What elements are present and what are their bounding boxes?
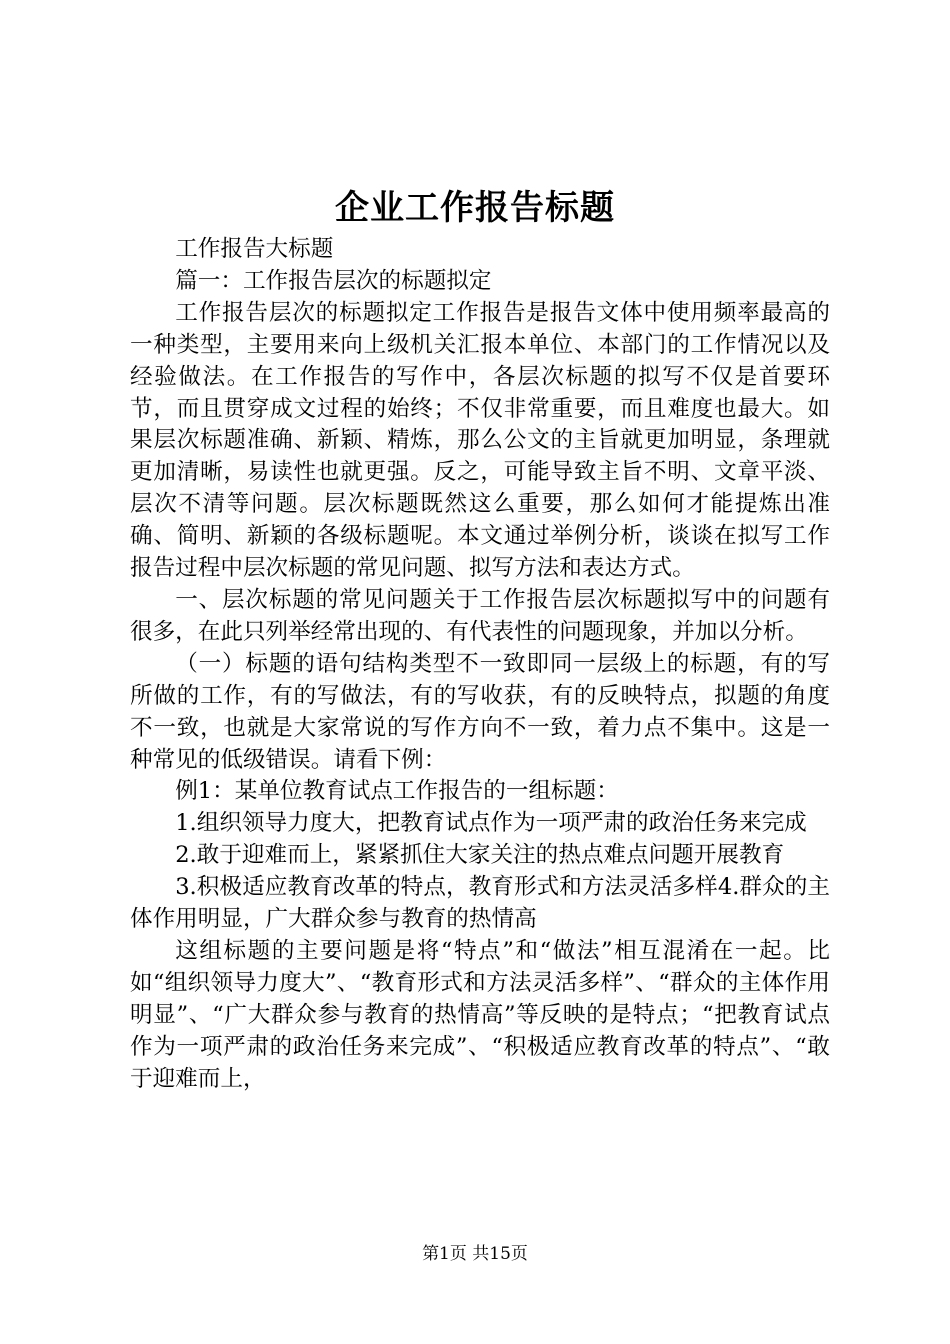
page-number: 第1页 共15页 [422,1244,528,1264]
document-title: 企业工作报告标题 [335,188,615,228]
paragraph-main-heading: 工作报告大标题 [175,236,334,262]
paragraph-section-heading: 篇一：工作报告层次的标题拟定 [175,267,492,294]
paragraph-common-problems: 一、层次标题的常见问题关于工作报告层次标题拟写中的问题有很多，在此只列举经常出现的、有代表性的问题现象，并加以分析。 [130,586,830,645]
paragraph-example-item-3-4: 3.积极适应教育改革的特点，教育形式和方法灵活多样4.群众的主体作用明显，广大群众参与教育的热情高 [130,874,830,933]
paragraph-example-item-1: 1.组织领导力度大，把教育试点作为一项严肃的政治任务来完成 [175,810,807,837]
document-body [130,234,830,1095]
paragraph-example-heading: 例1：某单位教育试点工作报告的一组标题： [175,778,619,805]
paragraph-example-item-2: 2.敢于迎难而上，紧紧抓住大家关注的热点难点问题开展教育 [175,842,785,869]
paragraph-analysis: 这组标题的主要问题是将“特点”和“做法”相互混淆在一起。比如“组织领导力度大”、“教育形式和方法灵活多样”、“群众的主体作用明显”、“广大群众参与教育的热情高”等反映的是特点；“把教育试点作为一项严肃的政治任务来完成”、“积极适应教育改革的特点”、“敢于迎难而上， [130,937,830,1092]
paragraph-structure-inconsistency: （一）标题的语句结构类型不一致即同一层级上的标题，有的写所做的工作，有的写做法，有的写收获，有的反映特点，拟题的角度不一致，也就是大家常说的写作方向不一致，着力点不集中。这是一种常见的低级错误。请看下例： [130,650,830,773]
paragraph-intro: 工作报告层次的标题拟定工作报告是报告文体中使用频率最高的一种类型，主要用来向上级机关汇报本单位、本部门的工作情况以及经验做法。在工作报告的写作中，各层次标题的拟写不仅是首要环节，而且贯穿成文过程的始终；不仅非常重要，而且难度也最大。如果层次标题准确、新颖、精炼，那么公文的主旨就更加明显，条理就更加清晰，易读性也就更强。反之，可能导致主旨不明、文章平淡、层次不清等问题。层次标题既然这么重要，那么如何才能提炼出准确、简明、新颖的各级标题呢。本文通过举例分析，谈谈在拟写工作报告过程中层次标题的常见问题、拟写方法和表达方式。 [130,299,830,582]
